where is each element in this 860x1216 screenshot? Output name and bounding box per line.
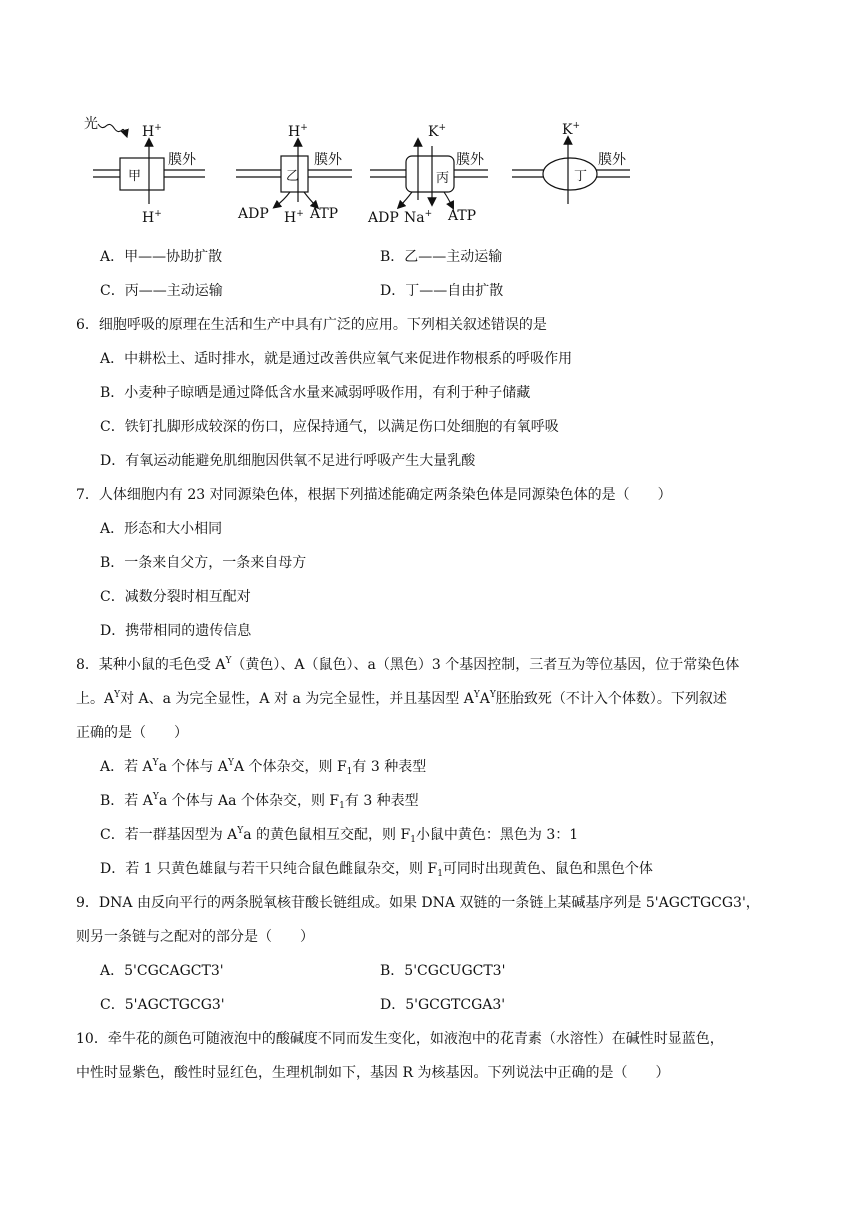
q9-stem-line2: 则另一条链与之配对的部分是（ ） (76, 929, 314, 945)
q8-option-b: B．若 $A^Ya$ 个体与 Aa 个体杂交，则 $F_1$有 3 种表型 (100, 792, 419, 811)
protein-ding (543, 158, 597, 190)
q10-stem-line2: 中性时显紫色，酸性时显红色，生理机制如下，基因 R 为核基因。下列说法中正确的是（ ） (76, 1065, 670, 1081)
ion-bing-na: Na+ (404, 209, 433, 226)
q7-option-a: A．形态和大小相同 (100, 521, 223, 537)
q7-option-d: D．携带相同的遗传信息 (100, 623, 252, 639)
q7-option-c: C．减数分裂时相互配对 (100, 589, 251, 605)
atp-yi: ATP (310, 206, 339, 222)
q8-stem-line2: 上。$A^Y$对 A、a 为完全显性，A 对 a 为完全显性，并且基因型 $A^YA^Y$胚胎致死（不计入个体数）。下列叙述 (76, 690, 727, 707)
membrane-transport-figure (0, 100, 860, 240)
protein-jia (120, 158, 164, 190)
ion-ding-top: K+ (562, 121, 581, 138)
q5-option-c: C．丙——主动运输 (100, 283, 223, 299)
atp-bing: ATP (448, 208, 477, 224)
adp-bing: ADP (368, 210, 399, 226)
ion-yi-bottom: H+ (284, 209, 304, 226)
q8-stem-line1: 8．某种小鼠的毛色受 $A^Y$（黄色）、A（鼠色）、a（黑色）3 个基因控制，三者互为等位基因，位于常染色体 (76, 656, 740, 673)
light-arrow (98, 124, 126, 134)
ion-jia-top: H+ (142, 123, 162, 140)
q9-option-b: B．5'CGCUGCT3' (380, 963, 506, 979)
membrane-outside-yi: 膜外 (314, 152, 342, 168)
q10-stem-line1: 10．牵牛花的颜色可随液泡中的酸碱度不同而发生变化，如液泡中的花青素（水溶性）在碱性时显蓝色， (76, 1031, 724, 1047)
q5-option-a: A．甲——协助扩散 (100, 249, 223, 265)
ion-bing-top: K+ (428, 123, 447, 140)
light-label: 光 (84, 116, 98, 132)
q9-option-d: D．5'GCGTCGA3' (380, 997, 506, 1013)
q5-option-b: B．乙——主动运输 (380, 249, 503, 265)
adp-yi: ADP (238, 206, 269, 222)
label-ding: 丁 (574, 169, 588, 184)
diagram-bing (367, 123, 488, 226)
membrane-outside-bing: 膜外 (456, 152, 484, 168)
q7-stem: 7．人体细胞内有 23 对同源染色体，根据下列描述能确定两条染色体是同源染色体的是（ ） (76, 487, 672, 503)
q6-option-c: C．铁钉扎脚形成较深的伤口，应保持通气，以满足伤口处细胞的有氧呼吸 (100, 419, 559, 435)
diagram-ding (512, 121, 630, 204)
q6-option-a: A．中耕松土、适时排水，就是通过改善供应氧气来促进作物根系的呼吸作用 (100, 351, 573, 367)
label-yi: 乙 (286, 169, 300, 184)
ion-yi-top: H+ (288, 123, 308, 140)
diagram-jia (84, 115, 205, 226)
ion-jia-bottom: H+ (142, 209, 162, 226)
q9-option-c: C．5'AGCTGCG3' (100, 997, 225, 1013)
q6-stem: 6．细胞呼吸的原理在生活和生产中具有广泛的应用。下列相关叙述错误的是 (76, 317, 547, 333)
label-jia: 甲 (128, 169, 142, 184)
membrane-outside-jia: 膜外 (168, 152, 196, 168)
q6-option-d: D．有氧运动能避免肌细胞因供氧不足进行呼吸产生大量乳酸 (100, 453, 476, 469)
q8-stem-line3: 正确的是（ ） (76, 725, 188, 741)
q9-option-a: A．5'CGCAGCT3' (100, 963, 224, 979)
q7-option-b: B．一条来自父方，一条来自母方 (100, 555, 307, 571)
q6-option-b: B．小麦种子晾晒是通过降低含水量来减弱呼吸作用，有利于种子储藏 (100, 385, 531, 401)
diagram-yi (236, 123, 352, 226)
q8-option-d: D．若 1 只黄色雄鼠与若干只纯合鼠色雌鼠杂交，则 $F_1$可同时出现黄色、鼠色和黑色个体 (100, 861, 653, 879)
membrane-outside-ding: 膜外 (598, 152, 626, 168)
q9-stem-line1: 9．DNA 由反向平行的两条脱氧核苷酸长链组成。如果 DNA 双链的一条链上某碱基序列是 5'AGCTGCG3'， (76, 895, 760, 911)
q5-option-d: D．丁——自由扩散 (380, 283, 504, 299)
label-bing: 丙 (436, 171, 450, 186)
q8-option-c: C．若一群基因型为 $A^Ya$ 的黄色鼠相互交配，则 $F_1$小鼠中黄色：黑色为 3：1 (100, 826, 579, 845)
q8-option-a: A．若 $A^Ya$ 个体与 $A^YA$ 个体杂交，则 $F_1$有 3 种表型 (100, 758, 427, 777)
